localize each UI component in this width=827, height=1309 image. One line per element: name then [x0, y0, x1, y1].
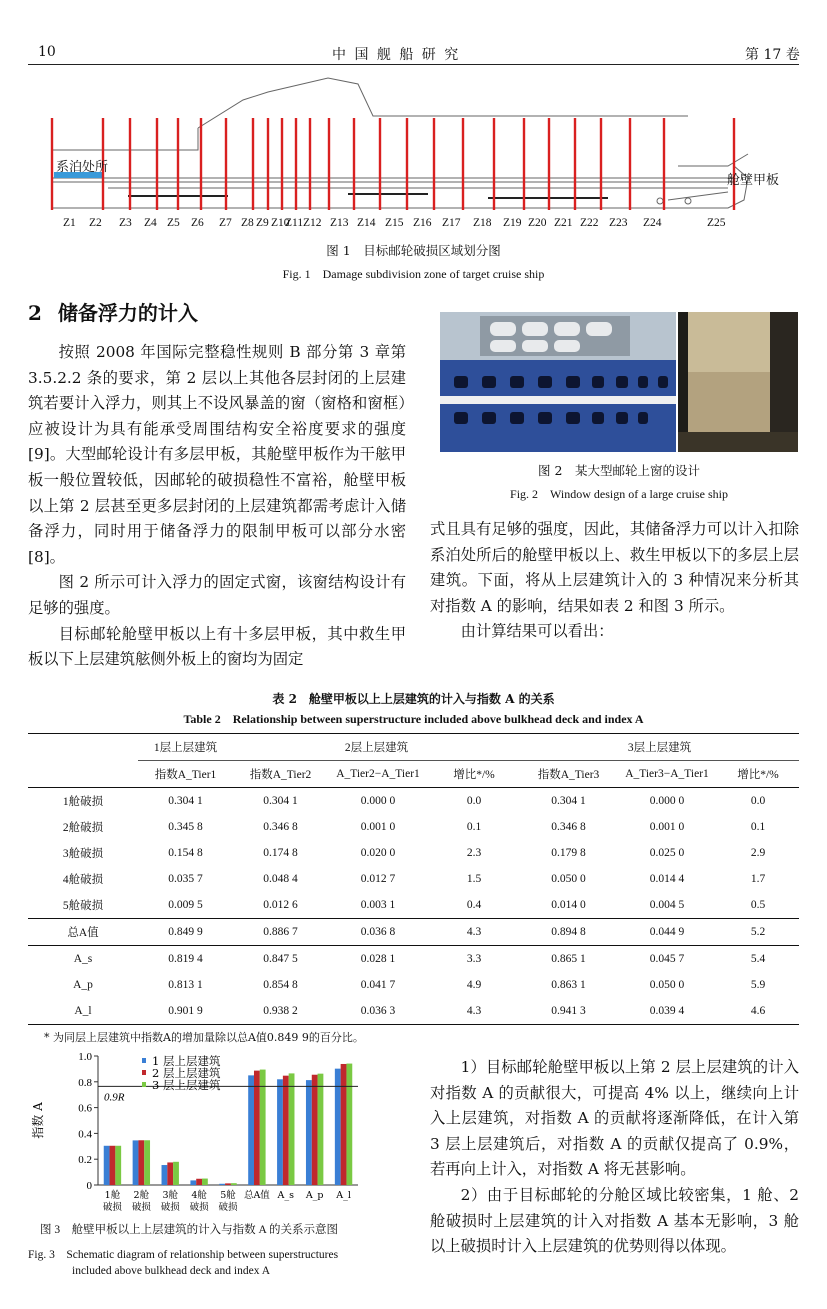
table-cell: 0.003 1 [360, 899, 396, 911]
legend-label: 1 层上层建筑 [152, 1054, 221, 1068]
zone-label: Z14 [357, 217, 376, 229]
paragraph: 2）由于目标邮轮的分舱区域比较密集，1 舱、2 舱破损时上层建筑的计入对指数 A 基本无影响，3 舱以上破损时计入上层建筑的优势则得以体现。 [430, 1185, 799, 1256]
table-row [28, 998, 799, 1025]
zone-label: Z9 [256, 217, 269, 229]
bar [254, 1071, 260, 1185]
zone-label: Z21 [554, 217, 573, 229]
table-cell: 0.901 9 [168, 1005, 203, 1017]
x-tick-label: 1舱破损 [102, 1190, 122, 1213]
figure3-caption-en-2: included above bulkhead deck and index A [72, 1265, 270, 1277]
bar [312, 1075, 318, 1185]
row-label: A_s [73, 953, 93, 965]
table-cell: 4.6 [750, 1005, 766, 1017]
table-cell: 0.179 8 [551, 847, 586, 859]
table-cell: 0.5 [750, 899, 766, 911]
table-cell: 0.036 8 [360, 926, 396, 938]
table-cell: 0.304 1 [168, 795, 203, 807]
table-cell: 5.2 [750, 926, 766, 938]
sub-header: 增比*/% [453, 769, 495, 781]
table-cell: 3.3 [466, 953, 482, 965]
section-title: 储备浮力的计入 [57, 301, 198, 325]
table-cell: 5.9 [750, 979, 766, 991]
table-row [28, 892, 799, 919]
legend-swatch [142, 1058, 146, 1063]
paragraph: 按照 2008 年国际完整稳性规则 B 部分第 3 章第 3.5.2.2 条的要求，第 2 层以上其他各层封闭的上层建筑若要计入浮力，则其上不设风暴盖的窗（窗格和窗框）应被设计为具有能承受周围结构安全裕度要求的强度[9]。大型邮轮设计有多层甲板，其舱壁甲板作为干舷甲板一般位置较低，因邮轮的破损稳性不富裕，舱壁甲板以上第 2 层甚至更多层封闭的上层建筑都需考虑计入储备浮力，同时用于储备浮力的限制甲板可以部分水密[8]。 [28, 343, 406, 566]
figure3-chart [28, 1046, 368, 1216]
table-cell: 0.000 0 [360, 795, 396, 807]
table-cell: 0.001 0 [360, 821, 396, 833]
zone-label: Z17 [442, 217, 461, 229]
table-cell: 0.050 0 [551, 873, 586, 885]
table-row [28, 919, 799, 946]
bar [277, 1079, 283, 1185]
row-label: A_p [73, 979, 93, 991]
zone-label: Z25 [707, 217, 726, 229]
table-cell: 0.020 0 [360, 847, 396, 859]
sub-header: 指数A_Tier1 [154, 769, 217, 781]
figure2-caption-cn: 图 2 某大型邮轮上窗的设计 [538, 463, 700, 478]
zone-label: Z12 [303, 217, 322, 229]
table-cell: 0.346 8 [263, 821, 298, 833]
x-tick-label: 4舱破损 [189, 1190, 209, 1213]
bar [110, 1146, 116, 1185]
paragraph: 式且具有足够的强度，因此，其储备浮力可以计入扣除系泊处所后的舱壁甲板以上、救生甲板以下的多层上层建筑。下面，将从上层建筑计入的 3 种情况来分析其对指数 A 的影响，结果如表 2 和图 3 所示。 [430, 520, 799, 615]
x-tick-label: 总A值 [243, 1190, 270, 1201]
zone-label: Z10 [271, 217, 290, 229]
zone-label: Z5 [167, 217, 180, 229]
bar [190, 1180, 196, 1185]
bar [231, 1183, 237, 1185]
bar [225, 1183, 231, 1185]
table-cell: 0.886 7 [263, 926, 298, 938]
table-cell: 0.819 4 [168, 953, 203, 965]
x-tick-label: A_p [305, 1190, 324, 1201]
table-cell: 2.9 [750, 847, 766, 859]
y-tick-label: 1.0 [78, 1051, 92, 1063]
paragraph: 由计算结果可以看出： [460, 622, 614, 641]
left-column-text [28, 340, 406, 673]
zone-label: Z18 [473, 217, 492, 229]
table-cell: 0.012 7 [360, 873, 396, 885]
conclusions-text [430, 1055, 799, 1260]
y-tick-label: 0.4 [78, 1128, 92, 1141]
y-tick-label: 0 [86, 1180, 92, 1192]
zone-label: Z13 [330, 217, 349, 229]
sub-header: 指数A_Tier3 [537, 769, 600, 781]
table-cell: 0.0 [750, 795, 766, 807]
bar [248, 1075, 254, 1185]
table-cell: 0.345 8 [168, 821, 203, 833]
bar [138, 1140, 144, 1185]
table-cell: 4.3 [466, 926, 482, 938]
table-cell: 0.4 [466, 899, 482, 911]
reference-line-label: 0.9R [104, 1091, 125, 1104]
table-cell: 0.847 5 [263, 953, 298, 965]
bar [115, 1146, 121, 1185]
right-column-text [430, 517, 799, 645]
table-cell: 0.865 1 [551, 953, 586, 965]
group-header: 2层上层建筑 [233, 734, 520, 761]
paragraph: 目标邮轮舱壁甲板以上有十多层甲板，其中救生甲板以下上层建筑舷侧外板上的窗均为固定 [28, 624, 406, 669]
table-row [28, 840, 799, 866]
figure2-photo [440, 312, 798, 452]
zone-label: Z19 [503, 217, 522, 229]
bar [219, 1184, 225, 1185]
bar [104, 1146, 110, 1185]
group-header: 1层上层建筑 [138, 734, 233, 761]
sub-header: A_Tier3−A_Tier1 [625, 768, 709, 780]
journal-title: 中 国 舰 船 研 究 [332, 47, 461, 63]
table-cell: 0.894 8 [551, 926, 586, 938]
table-cell: 0.813 1 [168, 979, 203, 991]
legend-label: 3 层上层建筑 [152, 1078, 221, 1092]
table-cell: 0.012 6 [263, 899, 298, 911]
zone-label: Z8 [241, 217, 254, 229]
bar [346, 1064, 352, 1185]
table-cell: 0.045 7 [649, 953, 685, 965]
table-cell: 2.3 [466, 847, 482, 859]
table-cell: 0.941 3 [551, 1005, 586, 1017]
zone-label: Z6 [191, 217, 204, 229]
sub-header: 增比*/% [737, 769, 779, 781]
zone-label: Z11 [285, 217, 304, 229]
table-cell: 0.036 3 [360, 1005, 396, 1017]
header-rule [28, 64, 799, 65]
table-cell: 5.4 [750, 953, 766, 965]
table-cell: 0.004 5 [649, 899, 685, 911]
table-cell: 0.014 0 [551, 899, 586, 911]
table-cell: 0.048 4 [263, 873, 298, 885]
bar [144, 1140, 150, 1185]
table-cell: 0.154 8 [168, 847, 203, 859]
row-label: 5舱破损 [62, 900, 104, 912]
row-label: 1舱破损 [62, 796, 104, 808]
volume: 第 17 卷 [745, 47, 800, 63]
zone-label: Z7 [219, 217, 232, 229]
legend-swatch [142, 1070, 146, 1075]
paragraph: 图 2 所示可计入浮力的固定式窗，该窗结构设计有足够的强度。 [28, 573, 406, 617]
table2-title-en: Table 2 Relationship between superstructure included above bulkhead deck and index A [183, 712, 644, 726]
table-cell: 0.304 1 [551, 795, 586, 807]
table-row [28, 814, 799, 840]
table-cell: 0.0 [466, 795, 482, 807]
section-heading [28, 297, 198, 326]
legend-swatch [142, 1082, 146, 1087]
bar [162, 1165, 168, 1185]
table-cell: 0.035 7 [168, 873, 203, 885]
zone-label: Z4 [144, 217, 157, 229]
table-cell: 0.174 8 [263, 847, 298, 859]
table-row [28, 866, 799, 892]
table-cell: 0.039 4 [649, 1005, 685, 1017]
table-cell: 0.014 4 [649, 873, 685, 885]
bar [173, 1162, 179, 1185]
figure3-caption-en-1: Fig. 3 Schematic diagram of relationship between superstructures [28, 1249, 339, 1261]
table-cell: 0.009 5 [168, 899, 203, 911]
zone-label: Z16 [413, 217, 432, 229]
y-tick-label: 0.8 [78, 1076, 92, 1089]
bar [318, 1074, 324, 1185]
zone-label: Z23 [609, 217, 628, 229]
x-tick-label: 2舱破损 [131, 1190, 151, 1213]
group-header: 3层上层建筑 [520, 734, 799, 761]
sub-header: A_Tier2−A_Tier1 [336, 768, 420, 780]
y-axis-label: 指数 A [31, 1102, 45, 1139]
bar [341, 1064, 347, 1185]
bar [260, 1070, 266, 1185]
bar [289, 1073, 295, 1185]
table-cell: 0.938 2 [263, 1005, 298, 1017]
figure1-ship-profile [28, 70, 799, 230]
x-tick-label: 3舱破损 [160, 1190, 180, 1213]
table2 [28, 733, 799, 1025]
table-cell: 0.346 8 [551, 821, 586, 833]
row-label: 4舱破损 [62, 874, 104, 886]
table-row [28, 788, 799, 815]
page-number: 10 [38, 44, 56, 60]
bulkhead-deck-label: 舱壁甲板 [727, 173, 780, 188]
sub-header: 指数A_Tier2 [249, 769, 312, 781]
figure1-caption-cn: 图 1 目标邮轮破损区域划分图 [326, 243, 501, 258]
bar [167, 1162, 173, 1185]
table-cell: 4.3 [466, 1005, 482, 1017]
table-row [28, 972, 799, 998]
section-number: 2 [28, 301, 42, 325]
bar [283, 1076, 289, 1185]
bar [306, 1080, 312, 1185]
legend-label: 2 层上层建筑 [152, 1066, 221, 1080]
table2-footnote: * 为同层上层建筑中指数A的增加量除以总A值0.849 9的百分比。 [44, 1031, 364, 1044]
table-cell: 0.025 0 [649, 847, 685, 859]
row-label: A_l [74, 1005, 92, 1017]
zone-label: Z2 [89, 217, 102, 229]
x-tick-label: A_s [277, 1190, 295, 1201]
zone-label: Z20 [528, 217, 547, 229]
row-label: 2舱破损 [62, 822, 104, 834]
table-cell: 1.7 [750, 873, 766, 885]
row-label: 3舱破损 [62, 848, 104, 860]
table-cell: 0.849 9 [168, 926, 203, 938]
zone-labels [0, 217, 827, 233]
table-cell: 0.000 0 [649, 795, 685, 807]
bar [196, 1179, 202, 1185]
table-cell: 0.854 8 [263, 979, 298, 991]
table-cell: 0.1 [750, 821, 766, 833]
zone-label: Z1 [63, 217, 76, 229]
figure2-caption-en: Fig. 2 Window design of a large cruise ship [510, 487, 728, 501]
y-tick-label: 0.2 [78, 1154, 92, 1167]
table2-title-cn: 表 2 舱壁甲板以上上层建筑的计入与指数 A 的关系 [272, 692, 555, 706]
table-cell: 0.041 7 [360, 979, 396, 991]
zone-label: Z22 [580, 217, 599, 229]
x-tick-label: 5舱破损 [218, 1190, 238, 1213]
table-cell: 0.050 0 [649, 979, 685, 991]
table-cell: 0.1 [466, 821, 482, 833]
table-cell: 0.863 1 [551, 979, 586, 991]
y-tick-label: 0.6 [78, 1102, 92, 1115]
row-label: 总A值 [67, 927, 99, 939]
bar [133, 1140, 139, 1185]
figure3-caption-cn: 图 3 舱壁甲板以上上层建筑的计入与指数 A 的关系示意图 [40, 1224, 339, 1236]
table-row [28, 946, 799, 973]
mooring-label: 系泊处所 [56, 160, 109, 175]
table-cell: 0.304 1 [263, 795, 298, 807]
table-cell: 0.028 1 [360, 953, 396, 965]
table-cell: 0.044 9 [649, 926, 685, 938]
table-cell: 1.5 [466, 873, 482, 885]
paragraph: 1）目标邮轮舱壁甲板以上第 2 层上层建筑的计入对指数 A 的贡献很大，可提高 4% 以上，继续向上计入上层建筑，对指数 A 的贡献将逐渐降低，在计入第 3 层上层建筑后，对指数 A 的贡献仅提高了 0.9%，若再向上计入，对指数 A 将无甚影响。 [430, 1058, 799, 1179]
table-cell: 0.001 0 [649, 821, 685, 833]
zone-label: Z3 [119, 217, 132, 229]
figure1-caption-en: Fig. 1 Damage subdivision zone of target cruise ship [282, 267, 545, 281]
bar [202, 1179, 208, 1185]
zone-label: Z15 [385, 217, 404, 229]
x-tick-label: A_l [336, 1190, 351, 1201]
table-cell: 4.9 [466, 979, 482, 991]
zone-label: Z24 [643, 217, 662, 229]
